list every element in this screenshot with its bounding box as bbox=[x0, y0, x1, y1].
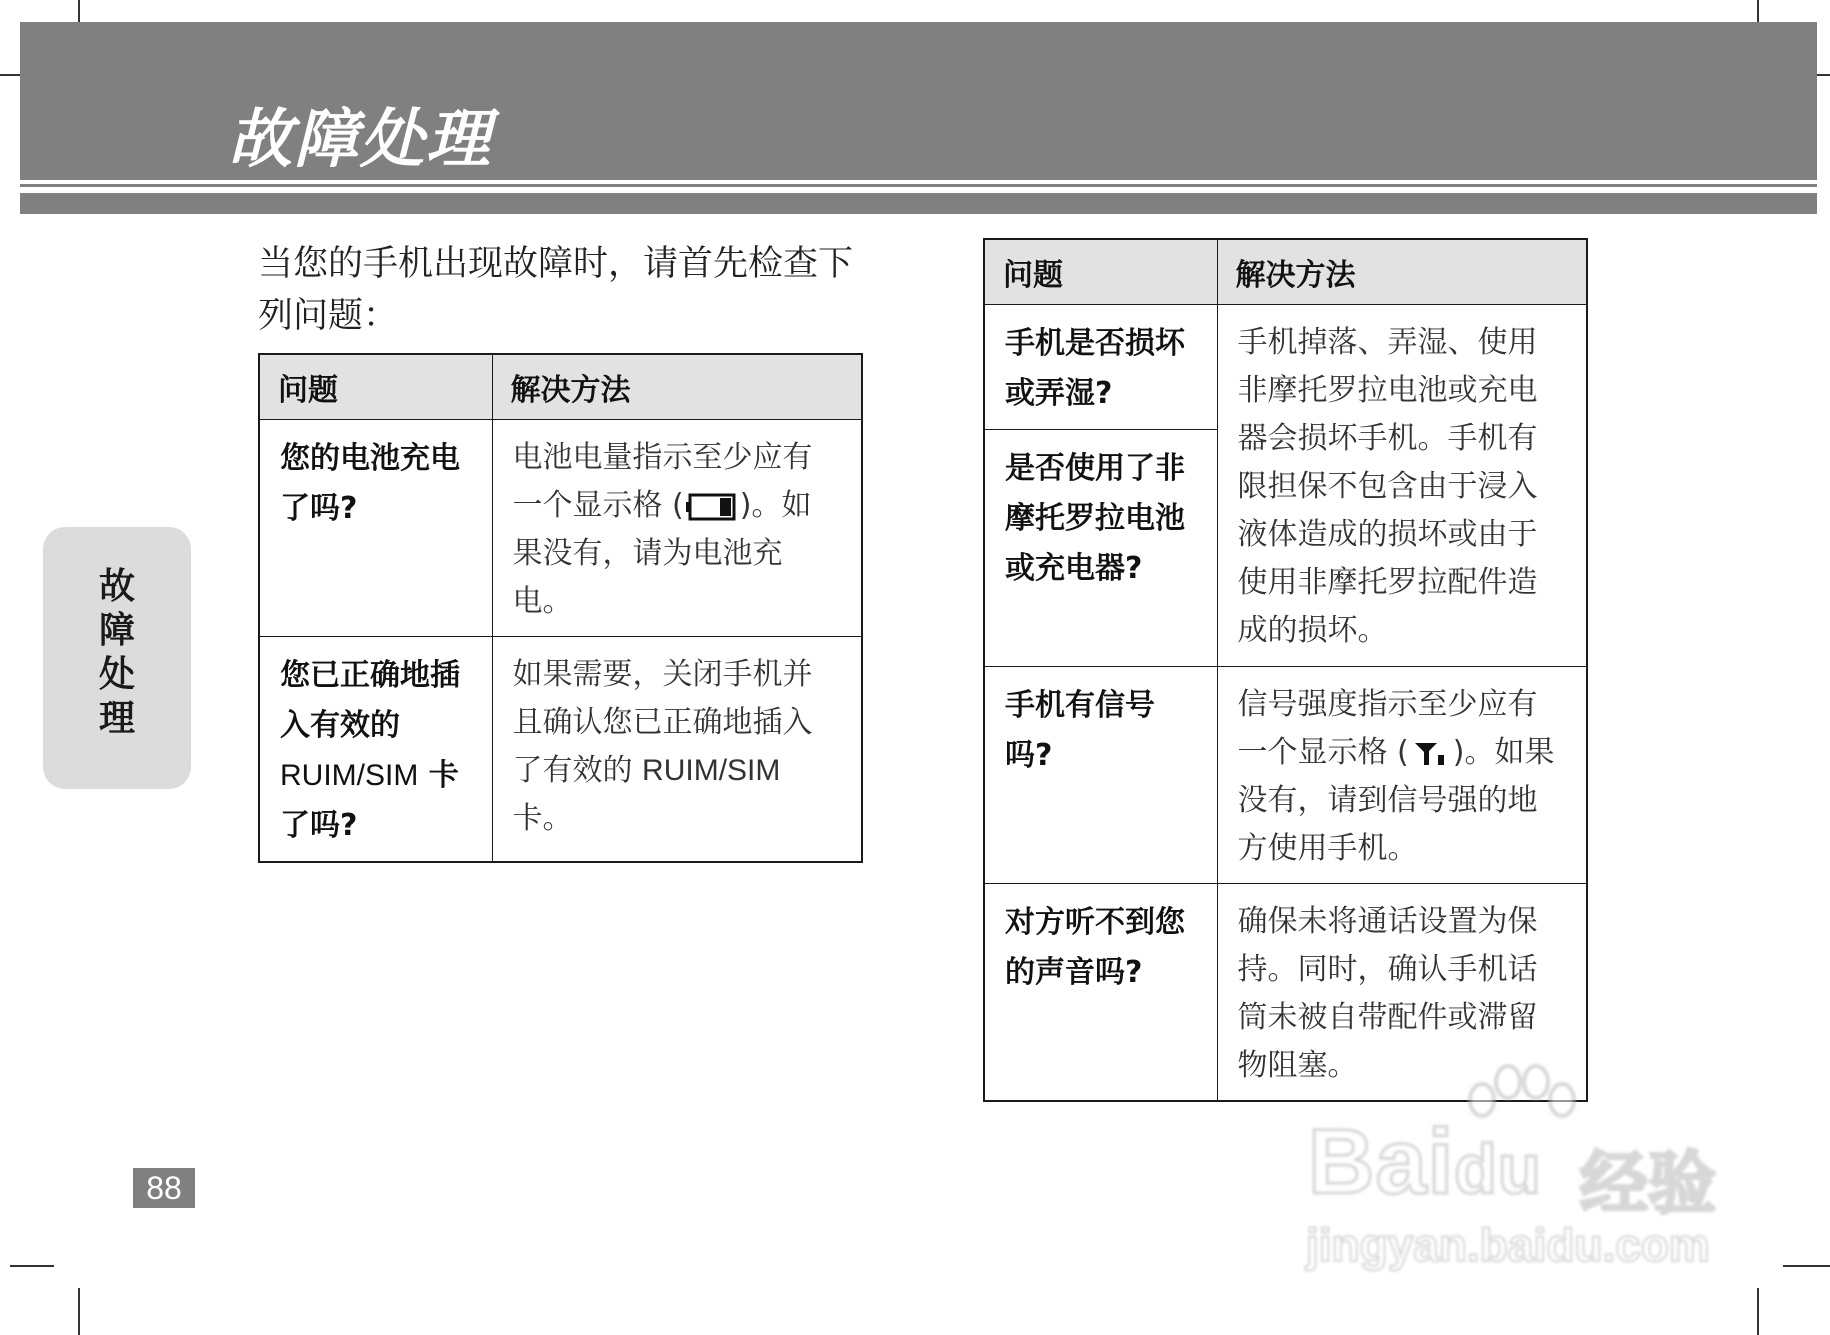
table-row bbox=[259, 637, 862, 863]
header-rule-thin bbox=[20, 184, 1817, 187]
question-cell bbox=[259, 637, 492, 863]
signal-icon bbox=[1411, 739, 1451, 769]
table-header-row bbox=[984, 239, 1587, 305]
column-header-solution: 解决方法 bbox=[492, 354, 862, 420]
question-cell: 手机有信号吗? bbox=[984, 667, 1217, 884]
question-cell: 手机是否损坏或弄湿? bbox=[984, 305, 1217, 430]
page-number: 88 bbox=[133, 1168, 195, 1208]
watermark-label: 经验 bbox=[1580, 1145, 1717, 1224]
crop-mark bbox=[1757, 1288, 1759, 1335]
column-header-question: 问题 bbox=[984, 239, 1217, 305]
crop-mark bbox=[0, 74, 20, 76]
troubleshooting-table-right bbox=[983, 238, 1588, 1102]
answer-text: 卡。 bbox=[512, 801, 573, 836]
watermark-url: jingyan.baidu.com bbox=[1306, 1219, 1710, 1271]
crop-mark bbox=[78, 0, 80, 22]
answer-text: 如果需要，关闭手机并且确认您已正确地插入了有效的 bbox=[512, 657, 813, 788]
question-cell: 是否使用了非摩托罗拉电池或充电器? bbox=[984, 430, 1217, 667]
answer-cell: 确保未将通话设置为保持。同时，确认手机话筒未被自带配件或滞留物阻塞。 bbox=[1217, 884, 1587, 1102]
troubleshooting-table-left bbox=[258, 353, 863, 863]
question-text: 卡了吗? bbox=[280, 758, 459, 843]
table-header-row bbox=[259, 354, 862, 420]
side-tab-char: 故 bbox=[98, 566, 135, 607]
crop-mark bbox=[1783, 1265, 1830, 1267]
side-tab-label bbox=[43, 565, 191, 741]
answer-cell bbox=[1217, 667, 1587, 884]
battery-icon bbox=[686, 492, 738, 522]
side-tab-char: 障 bbox=[98, 610, 135, 651]
answer-cell bbox=[492, 420, 862, 637]
table-row bbox=[984, 667, 1587, 884]
column-header-question: 问题 bbox=[259, 354, 492, 420]
section-side-tab bbox=[43, 527, 191, 789]
page-title: 故障处理 bbox=[228, 103, 492, 177]
crop-mark bbox=[1757, 0, 1759, 22]
answer-text: 电池电量指示至少应有一个显示格 ( bbox=[512, 440, 813, 523]
crop-mark bbox=[78, 1288, 80, 1335]
question-text-latin: RUIM/SIM bbox=[280, 759, 419, 792]
watermark bbox=[1290, 1060, 1750, 1280]
side-tab-char: 理 bbox=[98, 698, 135, 739]
question-text: 您已正确地插入有效的 bbox=[280, 658, 460, 743]
question-cell: 对方听不到您的声音吗? bbox=[984, 884, 1217, 1102]
crop-mark bbox=[10, 1265, 54, 1267]
answer-text: )。如果没有，请到信号强的地方使用手机。 bbox=[1237, 735, 1555, 866]
watermark-brand: Baidu bbox=[1308, 1111, 1542, 1213]
intro-text: 当您的手机出现故障时，请首先检查下列问题： bbox=[258, 244, 854, 336]
answer-text-latin: RUIM/SIM bbox=[642, 754, 781, 787]
answer-cell: 手机掉落、弄湿、使用非摩托罗拉电池或充电器会损坏手机。手机有限担保不包含由于浸入液体造成的损坏或由于使用非摩托罗拉配件造成的损坏。 bbox=[1217, 305, 1587, 667]
side-tab-char: 处 bbox=[98, 654, 135, 695]
question-cell: 您的电池充电了吗? bbox=[259, 420, 492, 637]
table-row bbox=[984, 305, 1587, 430]
table-row bbox=[259, 420, 862, 637]
answer-cell bbox=[492, 637, 862, 863]
column-header-solution: 解决方法 bbox=[1217, 239, 1587, 305]
answer-text: )。如果没有，请为电池充电。 bbox=[512, 488, 812, 619]
answer-text: 信号强度指示至少应有一个显示格 ( bbox=[1237, 687, 1538, 770]
header-rule-thick bbox=[20, 193, 1817, 214]
